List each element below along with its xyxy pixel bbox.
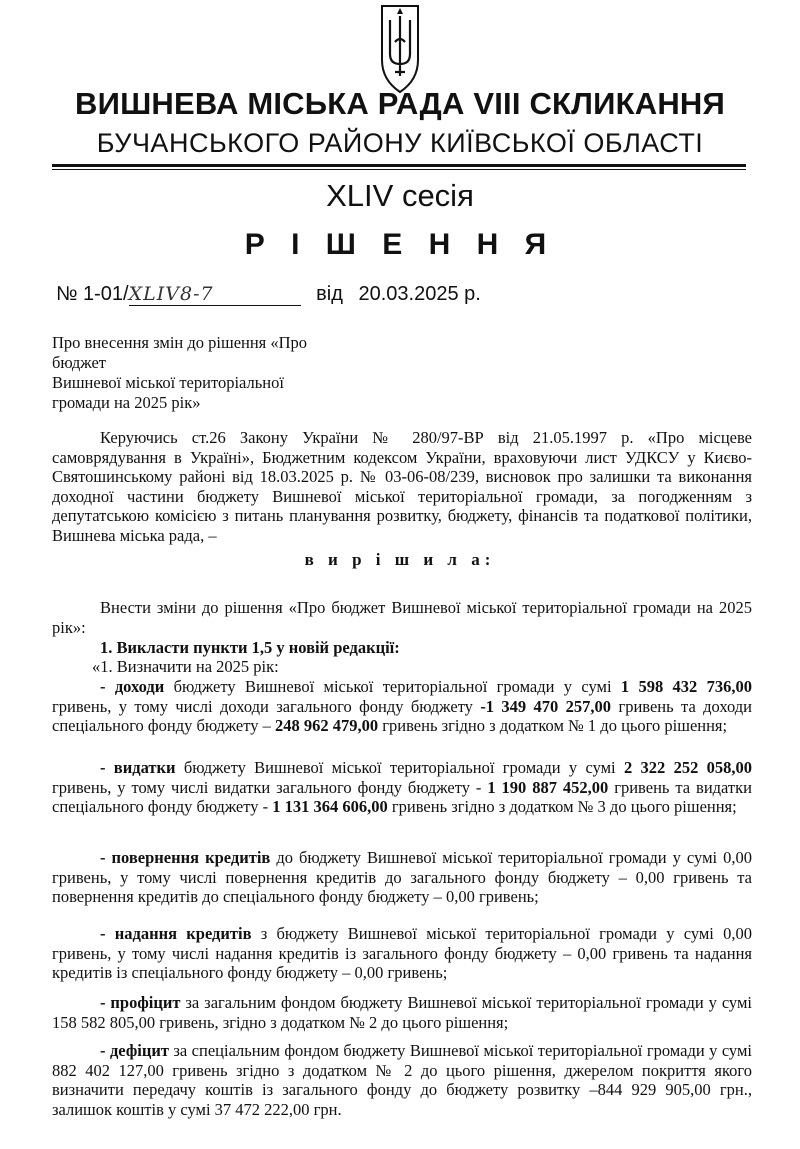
loan-returns-item — [52, 848, 752, 907]
income-general: -1 349 470 257,00 — [480, 696, 612, 716]
intro-paragraph: Внести зміни до рішення «Про бюджет Вишневої міської територіальної громади на 2025 рік»: — [52, 598, 752, 637]
income-label: - доходи — [100, 677, 165, 696]
expenses-text: бюджету Вишневої міської територіальної громади у сумі — [175, 758, 624, 777]
deficit-item — [52, 1041, 752, 1119]
income-text: гривень, у тому числі доходи загального фонду бюджету — [52, 696, 481, 716]
expenses-text: гривень згідно з додатком № 3 до цього рішення; — [387, 797, 737, 816]
deficit-label: - дефіцит — [100, 1041, 169, 1060]
decision-number-line — [56, 283, 481, 306]
expenses-label: - видатки — [100, 758, 176, 777]
decision-number-prefix: № 1-01/ — [56, 283, 129, 305]
decision-date: 20.03.2025 р. — [358, 283, 481, 305]
subject-line: Про внесення змін до рішення «Про бюджет — [52, 333, 308, 372]
subject-line: громади на 2025 рік» — [52, 393, 201, 412]
expenses-text: гривень, у тому числі видатки загального фонду бюджету - — [52, 777, 488, 797]
loans-text: з бюджету Вишневої міської територіальної громади у сумі 0,00 гривень, у тому числі надання кредитів із загального фонду бюджету – 0,00 гривень та надання кредитів із спеціального фонду бюджету – 0,00 гривень; — [52, 924, 753, 982]
loan-returns-text: до бюджету Вишневої міської територіальної громади у сумі 0,00 гривень, у тому числі повернення кредитів до загального фонду бюджету – 0,00 гривень та повернення кредитів до спеціального фонду бюджету – 0,00 гривень; — [52, 848, 752, 906]
surplus-item — [52, 993, 752, 1032]
loans-item — [52, 924, 752, 983]
point-1-subheading: «1. Визначити на 2025 рік: — [92, 657, 279, 676]
loan-returns-label: - повернення кредитів — [100, 848, 271, 867]
decision-subject — [52, 333, 362, 413]
resolved-heading: в и р і ш и л а: — [304, 550, 496, 569]
income-text: бюджету Вишневої міської територіальної громади у сумі — [164, 677, 621, 696]
loans-label: - надання кредитів — [100, 924, 252, 943]
income-text: гривень згідно з додатком № 1 до цього рішення; — [378, 716, 728, 735]
header-divider-thin — [52, 169, 746, 170]
header-divider — [52, 164, 746, 167]
preamble: Керуючись ст.26 Закону України № 280/97-ВР від 21.05.1997 р. «Про місцеве самоврядування в Україні», Бюджетним кодексом України, враховуючи лист УДКСУ у Києво-Святошинському районі від 18.03.2025 р. № 03-06-08/239, висновок про залишки та виконання доходної частини бюджету Вишневої міської територіальної громади, за погодженням з депутатською комісією з питань планування розвитку, бюджету, фінансів та податкової політики, Вишнева міська рада, – — [52, 428, 752, 545]
date-word: від — [316, 283, 343, 305]
council-title: ВИШНЕВА МІСЬКА РАДА VIII СКЛИКАННЯ — [75, 86, 725, 121]
session-title: XLIV сесія — [326, 178, 474, 213]
council-district: БУЧАНСЬКОГО РАЙОНУ КИЇВСЬКОЇ ОБЛАСТІ — [96, 128, 704, 158]
point-1-heading-text: 1. Викласти пункти 1,5 у новій редакції: — [100, 638, 400, 657]
income-item — [52, 677, 752, 736]
expenses-item — [52, 758, 752, 817]
expenses-special: 1 131 364 606,00 — [272, 797, 388, 816]
subject-line: Вишневої міської територіальної — [52, 373, 284, 392]
income-text: гривень та доходи спеціального фонду бюджету – — [52, 696, 752, 735]
document-type: Р І Ш Е Н Н Я — [244, 228, 556, 261]
income-total: 1 598 432 736,00 — [620, 677, 752, 696]
point-1-heading — [100, 638, 752, 658]
expenses-text: гривень та видатки спеціального фонду бюджету - — [52, 777, 752, 816]
surplus-text: за загальним фондом бюджету Вишневої міської територіальної громади у сумі 158 582 805,00 гривень, згідно з додатком № 2 до цього рішення; — [52, 993, 752, 1032]
coat-of-arms-icon — [378, 2, 422, 94]
expenses-total: 2 322 252 058,00 — [623, 758, 753, 777]
income-special: 248 962 479,00 — [275, 716, 379, 735]
handwritten-number: XLIV8-7 — [129, 283, 301, 306]
deficit-text: за спеціальним фондом бюджету Вишневої міської територіальної громади у сумі 882 402 127,00 гривень згідно з додатком № 2 до цього рішення, джерелом покриття якого визначити передачу коштів із загального фонду до бюджету розвитку –844 929 905,00 грн., залишок коштів у сумі 37 472 222,00 грн. — [52, 1041, 752, 1119]
surplus-label: - профіцит — [100, 993, 181, 1012]
expenses-general: 1 190 887 452,00 — [487, 777, 609, 797]
